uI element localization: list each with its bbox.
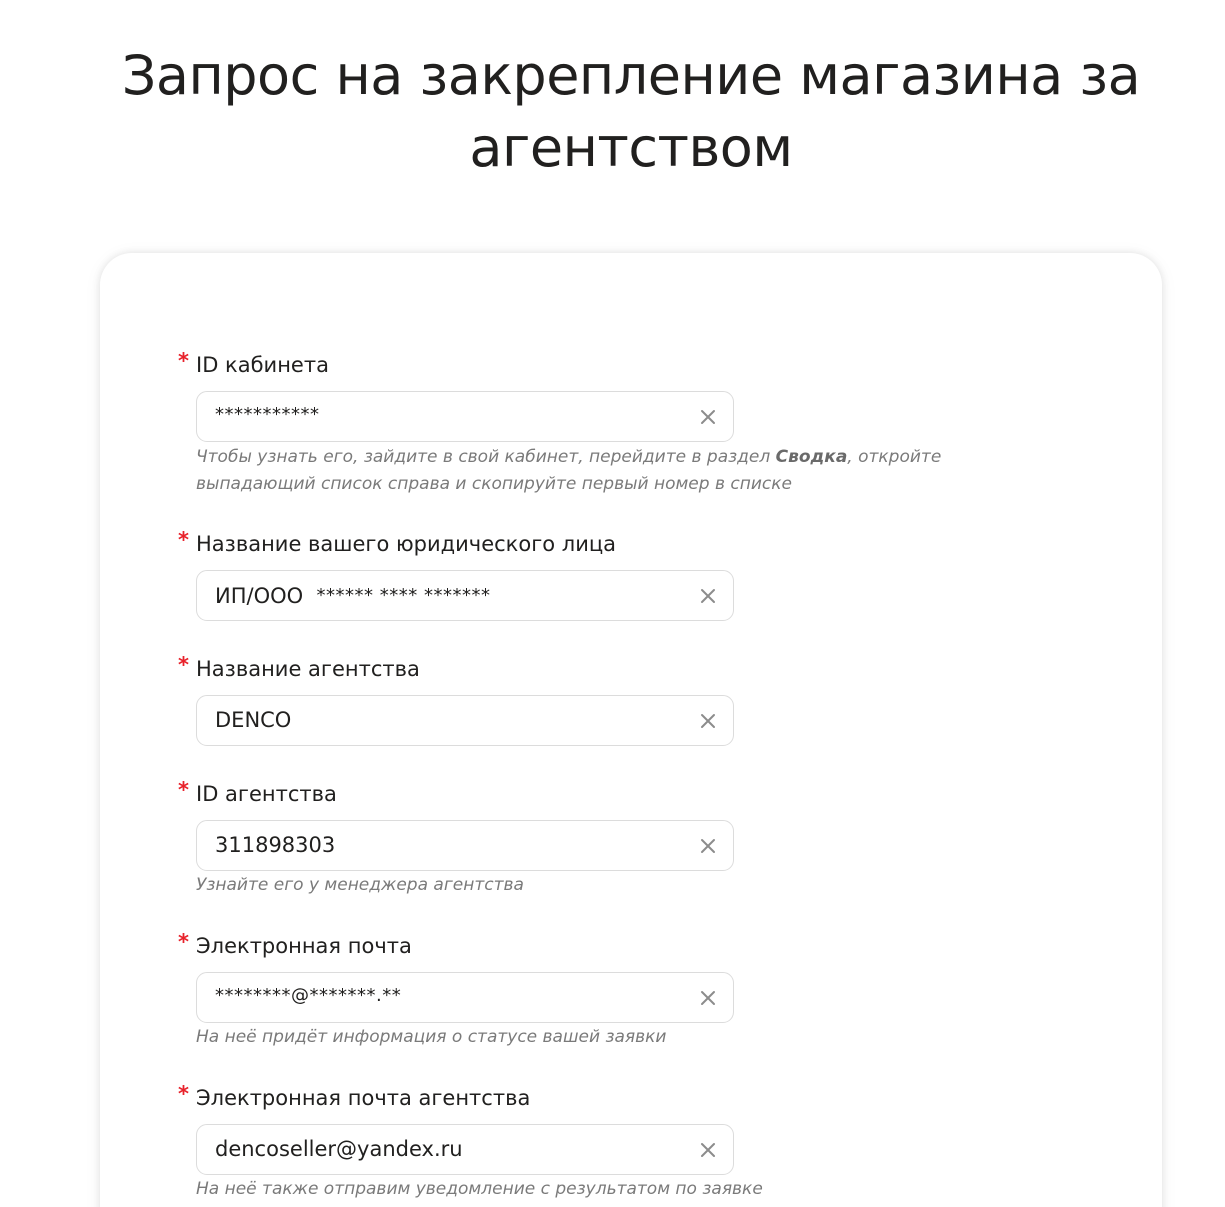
field-hint: На неё придёт информация о статусе вашей заявки [196,1027,667,1047]
hint-bold-section: Сводка [775,447,848,467]
required-mark: * [178,778,189,802]
required-mark: * [178,930,189,954]
required-mark: * [178,653,189,677]
field-cabinet-id [176,349,1076,494]
close-icon[interactable] [699,712,717,730]
input-value: *********** [215,404,320,425]
agency-email-input[interactable] [196,1124,734,1175]
required-mark: * [178,349,189,373]
input-value: DENCO [215,708,292,732]
input-value-masked: ****** **** ******* [316,585,491,606]
cabinet-id-input[interactable] [196,391,734,442]
input-value-prefix: ИП/ООО [215,584,304,608]
input-value: 311898303 [215,833,336,857]
field-label [176,349,1076,378]
field-label [176,1082,1076,1111]
field-label-text: ID агентства [196,782,337,806]
field-email [176,930,1076,1047]
field-agency-id [176,778,1076,895]
field-label-text: Название вашего юридического лица [196,532,616,556]
required-mark: * [178,1082,189,1106]
field-agency-email [176,1082,1076,1199]
field-label [176,653,1076,682]
field-label [176,528,1076,557]
field-label [176,778,1076,807]
field-hint: На неё также отправим уведомление с результатом по заявке [196,1179,763,1199]
close-icon[interactable] [699,587,717,605]
input-value [215,571,490,620]
field-label-text: Название агентства [196,657,420,681]
close-icon[interactable] [699,1141,717,1159]
page-title: Запрос на закрепление магазина за агентством [121,44,1141,179]
hint-text-end: , откройте выпадающий список справа и скопируйте первый номер в списке [196,447,942,494]
close-icon[interactable] [699,408,717,426]
field-label-text: ID кабинета [196,353,329,377]
legal-entity-input[interactable] [196,570,734,621]
input-value: ********@*******.** [215,985,402,1006]
field-agency-name [176,653,1076,732]
close-icon[interactable] [699,837,717,855]
field-label-text: Электронная почта агентства [196,1086,531,1110]
field-label [176,930,1076,959]
email-input[interactable] [196,972,734,1023]
required-mark: * [178,528,189,552]
field-hint: Узнайте его у менеджера агентства [196,875,524,895]
agency-name-input[interactable] [196,695,734,746]
field-legal-entity [176,528,1076,608]
hint-text-start: Чтобы узнать его, зайдите в свой кабинет, перейдите в раздел [196,447,776,467]
field-label-text: Электронная почта [196,934,412,958]
agency-id-input[interactable] [196,820,734,871]
field-hint [196,444,1016,498]
close-icon[interactable] [699,989,717,1007]
input-value: dencoseller@yandex.ru [215,1137,463,1161]
